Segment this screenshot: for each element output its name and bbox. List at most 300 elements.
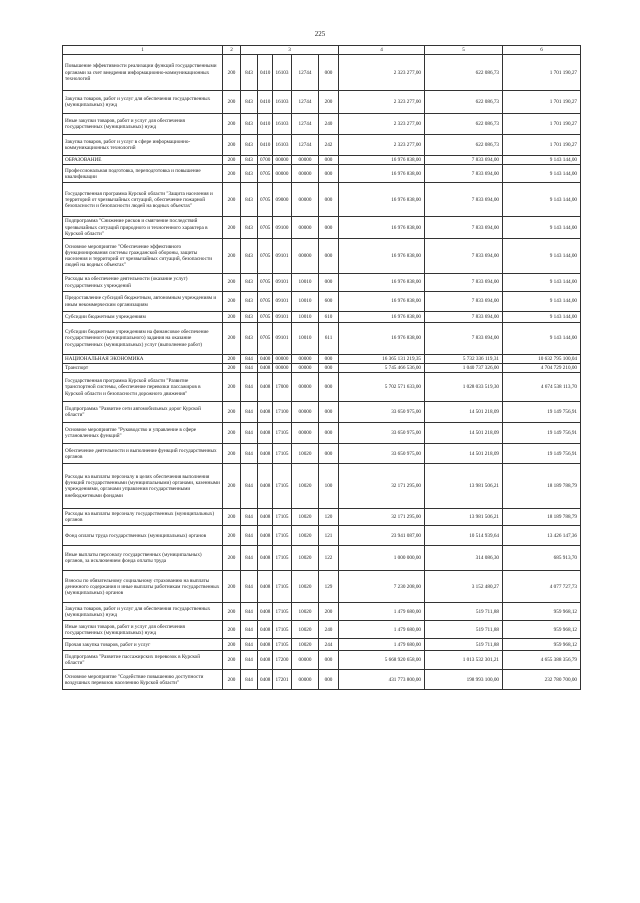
code-cell: 844 xyxy=(241,444,258,464)
amount-cell: 959 968,12 xyxy=(503,603,581,621)
row-name: Закупка товаров, работ и услуг для обеспечения государственных (муниципальных) нужд xyxy=(63,603,223,621)
code-cell: 10020 xyxy=(292,444,319,464)
table-header-row xyxy=(63,46,581,55)
table-row xyxy=(63,571,581,603)
code-cell: 09101 xyxy=(273,312,292,323)
code-cell: 200 xyxy=(223,312,241,323)
code-cell: 200 xyxy=(223,135,241,156)
amount-cell: 19 149 756,91 xyxy=(503,402,581,423)
amount-cell: 16 365 131 219,35 xyxy=(339,355,425,364)
code-cell: 0408 xyxy=(258,373,273,402)
code-cell: 17105 xyxy=(273,621,292,639)
code-cell: 200 xyxy=(223,621,241,639)
code-cell: 0408 xyxy=(258,509,273,526)
code-cell: 844 xyxy=(241,651,258,670)
table-row xyxy=(63,364,581,373)
row-name: Подпрограмма "Развитие сети автомобильных дорог Курской области" xyxy=(63,402,223,423)
amount-cell: 13 981 506,21 xyxy=(425,464,503,509)
code-cell: 0400 xyxy=(258,355,273,364)
table-row xyxy=(63,464,581,509)
code-cell: 240 xyxy=(319,114,339,135)
code-cell: 843 xyxy=(241,239,258,274)
amount-cell: 198 993 100,00 xyxy=(425,670,503,690)
table-row xyxy=(63,509,581,526)
code-cell: 200 xyxy=(223,373,241,402)
amount-cell: 33 650 975,00 xyxy=(339,402,425,423)
code-cell: 200 xyxy=(223,423,241,444)
table-row xyxy=(63,114,581,135)
amount-cell: 16 976 838,00 xyxy=(339,156,425,165)
table-row xyxy=(63,323,581,355)
code-cell: 17105 xyxy=(273,509,292,526)
amount-cell: 33 650 975,00 xyxy=(339,423,425,444)
code-cell: 0408 xyxy=(258,364,273,373)
code-cell: 844 xyxy=(241,423,258,444)
code-cell: 12744 xyxy=(292,55,319,91)
table-row xyxy=(63,639,581,651)
amount-cell: 5 668 920 658,00 xyxy=(339,651,425,670)
code-cell: 844 xyxy=(241,373,258,402)
table-row xyxy=(63,546,581,571)
code-cell: 000 xyxy=(319,165,339,183)
amount-cell: 14 501 218,09 xyxy=(425,423,503,444)
table-row xyxy=(63,217,581,239)
code-cell: 200 xyxy=(223,323,241,355)
code-cell: 122 xyxy=(319,546,339,571)
code-cell: 00000 xyxy=(292,217,319,239)
code-cell: 10020 xyxy=(292,526,319,546)
code-cell: 17000 xyxy=(273,373,292,402)
code-cell: 16103 xyxy=(273,114,292,135)
code-cell: 17105 xyxy=(273,639,292,651)
code-cell: 844 xyxy=(241,526,258,546)
code-cell: 843 xyxy=(241,55,258,91)
code-cell: 000 xyxy=(319,444,339,464)
code-cell: 0408 xyxy=(258,571,273,603)
code-cell: 00000 xyxy=(273,165,292,183)
row-name: ОБРАЗОВАНИЕ xyxy=(63,156,223,165)
code-cell: 200 xyxy=(223,509,241,526)
code-cell: 0408 xyxy=(258,621,273,639)
amount-cell: 10 514 939,64 xyxy=(425,526,503,546)
code-cell: 0705 xyxy=(258,274,273,292)
code-cell: 17105 xyxy=(273,423,292,444)
code-cell: 0705 xyxy=(258,165,273,183)
table-row xyxy=(63,603,581,621)
code-cell: 200 xyxy=(223,402,241,423)
code-cell: 000 xyxy=(319,217,339,239)
amount-cell: 1 013 532 301,21 xyxy=(425,651,503,670)
code-cell: 844 xyxy=(241,355,258,364)
code-cell: 10020 xyxy=(292,639,319,651)
code-cell: 0705 xyxy=(258,323,273,355)
code-cell: 16103 xyxy=(273,91,292,114)
code-cell: 10010 xyxy=(292,274,319,292)
amount-cell: 2 323 277,00 xyxy=(339,91,425,114)
row-name: Субсидии бюджетным учреждениям xyxy=(63,312,223,323)
row-name: Профессиональная подготовка, переподготовка и повышение квалификации xyxy=(63,165,223,183)
amount-cell: 685 913,70 xyxy=(503,546,581,571)
code-cell: 17100 xyxy=(273,402,292,423)
amount-cell: 1 028 033 519,30 xyxy=(425,373,503,402)
code-cell: 0408 xyxy=(258,464,273,509)
amount-cell: 314 086,30 xyxy=(425,546,503,571)
header-cell: 2 xyxy=(223,46,241,55)
table-row xyxy=(63,651,581,670)
code-cell: 844 xyxy=(241,621,258,639)
amount-cell: 9 143 144,00 xyxy=(503,183,581,217)
code-cell: 0410 xyxy=(258,114,273,135)
code-cell: 0408 xyxy=(258,639,273,651)
amount-cell: 32 171 295,00 xyxy=(339,464,425,509)
code-cell: 843 xyxy=(241,274,258,292)
code-cell: 17105 xyxy=(273,444,292,464)
code-cell: 0410 xyxy=(258,135,273,156)
header-cell: 4 xyxy=(339,46,425,55)
amount-cell: 18 189 788,79 xyxy=(503,464,581,509)
amount-cell: 5 732 336 119,31 xyxy=(425,355,503,364)
code-cell: 10020 xyxy=(292,509,319,526)
amount-cell: 2 323 277,00 xyxy=(339,55,425,91)
amount-cell: 16 976 838,00 xyxy=(339,183,425,217)
code-cell: 0705 xyxy=(258,183,273,217)
row-name: Фонд оплаты труда государственных (муниципальных) органов xyxy=(63,526,223,546)
code-cell: 843 xyxy=(241,165,258,183)
code-cell: 844 xyxy=(241,546,258,571)
code-cell: 200 xyxy=(223,603,241,621)
amount-cell: 7 833 694,00 xyxy=(425,274,503,292)
table-row xyxy=(63,183,581,217)
code-cell: 843 xyxy=(241,91,258,114)
amount-cell: 4 704 729 210,00 xyxy=(503,364,581,373)
amount-cell: 1 479 680,00 xyxy=(339,621,425,639)
code-cell: 10010 xyxy=(292,323,319,355)
code-cell: 0410 xyxy=(258,91,273,114)
amount-cell: 16 976 838,00 xyxy=(339,312,425,323)
table-row xyxy=(63,373,581,402)
amount-cell: 16 976 838,00 xyxy=(339,292,425,312)
code-cell: 0408 xyxy=(258,423,273,444)
table-row xyxy=(63,239,581,274)
code-cell: 10010 xyxy=(292,292,319,312)
code-cell: 000 xyxy=(319,651,339,670)
amount-cell: 18 189 788,79 xyxy=(503,509,581,526)
code-cell: 000 xyxy=(319,274,339,292)
amount-cell: 4 674 538 113,70 xyxy=(503,373,581,402)
code-cell: 844 xyxy=(241,509,258,526)
code-cell: 200 xyxy=(223,156,241,165)
code-cell: 09101 xyxy=(273,274,292,292)
code-cell: 200 xyxy=(223,355,241,364)
code-cell: 17105 xyxy=(273,526,292,546)
table-row xyxy=(63,621,581,639)
amount-cell: 19 149 756,91 xyxy=(503,423,581,444)
row-name: Взносы по обязательному социальному страхованию на выплаты денежного содержания и иные выплаты работникам государственных (муниципальных) органов xyxy=(63,571,223,603)
code-cell: 09101 xyxy=(273,239,292,274)
code-cell: 09100 xyxy=(273,217,292,239)
table-row xyxy=(63,312,581,323)
code-cell: 200 xyxy=(223,464,241,509)
code-cell: 0408 xyxy=(258,402,273,423)
row-name: Обеспечение деятельности и выполнение функций государственных органов xyxy=(63,444,223,464)
table-row xyxy=(63,355,581,364)
code-cell: 200 xyxy=(223,670,241,690)
row-name: Подпрограмма "Развитие пассажирских перевозок в Курской области" xyxy=(63,651,223,670)
code-cell: 200 xyxy=(223,364,241,373)
code-cell: 844 xyxy=(241,571,258,603)
code-cell: 200 xyxy=(223,55,241,91)
code-cell: 200 xyxy=(223,526,241,546)
code-cell: 844 xyxy=(241,639,258,651)
code-cell: 0410 xyxy=(258,55,273,91)
code-cell: 17200 xyxy=(273,651,292,670)
code-cell: 0705 xyxy=(258,312,273,323)
code-cell: 0408 xyxy=(258,651,273,670)
row-name: Повышение эффективности реализации функций государственными органами за счет внедрения информационно-коммуникационных технологий xyxy=(63,55,223,91)
amount-cell: 5 745 466 536,00 xyxy=(339,364,425,373)
row-name: Прочая закупка товаров, работ и услуг xyxy=(63,639,223,651)
code-cell: 843 xyxy=(241,156,258,165)
code-cell: 200 xyxy=(223,444,241,464)
row-name: Основное мероприятие "Руководство и управление в сфере установленных функций" xyxy=(63,423,223,444)
code-cell: 10020 xyxy=(292,603,319,621)
amount-cell: 14 501 218,09 xyxy=(425,402,503,423)
code-cell: 09101 xyxy=(273,323,292,355)
amount-cell: 431 773 800,00 xyxy=(339,670,425,690)
code-cell: 844 xyxy=(241,464,258,509)
row-name: Государственная программа Курской области "Защита населения и территорий от чрезвычайных ситуаций, обеспечение пожарной безопасности и безопасности людей на водных объектах" xyxy=(63,183,223,217)
code-cell: 200 xyxy=(319,603,339,621)
table-row xyxy=(63,274,581,292)
amount-cell: 622 086,73 xyxy=(425,135,503,156)
amount-cell: 9 143 144,00 xyxy=(503,312,581,323)
amount-cell: 1 479 680,00 xyxy=(339,639,425,651)
code-cell: 844 xyxy=(241,364,258,373)
amount-cell: 1 701 190,27 xyxy=(503,135,581,156)
row-name: Расходы на выплаты персоналу в целях обеспечения выполнения функций государственными (муниципальными) органами, казенными учреждениями, органами управления государственными внебюджетными фондами xyxy=(63,464,223,509)
amount-cell: 23 941 087,00 xyxy=(339,526,425,546)
row-name: Государственная программа Курской области "Развитие транспортной системы, обеспечение перевозки пассажиров в Курской области и безопасности дорожного движения" xyxy=(63,373,223,402)
table-row xyxy=(63,91,581,114)
code-cell: 17105 xyxy=(273,603,292,621)
code-cell: 00000 xyxy=(292,670,319,690)
code-cell: 0700 xyxy=(258,156,273,165)
code-cell: 843 xyxy=(241,292,258,312)
row-name: Основное мероприятие "Содействие повышению доступности воздушных перевозок населению Курской области" xyxy=(63,670,223,690)
amount-cell: 7 833 694,00 xyxy=(425,312,503,323)
amount-cell: 4 655 388 356,79 xyxy=(503,651,581,670)
amount-cell: 1 701 190,27 xyxy=(503,114,581,135)
amount-cell: 9 143 144,00 xyxy=(503,156,581,165)
code-cell: 000 xyxy=(319,423,339,444)
amount-cell: 7 833 694,00 xyxy=(425,239,503,274)
amount-cell: 9 143 144,00 xyxy=(503,323,581,355)
code-cell: 843 xyxy=(241,217,258,239)
amount-cell: 16 976 838,00 xyxy=(339,274,425,292)
amount-cell: 9 143 144,00 xyxy=(503,165,581,183)
code-cell: 200 xyxy=(223,239,241,274)
code-cell: 240 xyxy=(319,621,339,639)
code-cell: 843 xyxy=(241,323,258,355)
code-cell: 00000 xyxy=(292,183,319,217)
code-cell: 0408 xyxy=(258,526,273,546)
amount-cell: 7 833 694,00 xyxy=(425,292,503,312)
code-cell: 600 xyxy=(319,292,339,312)
table-row xyxy=(63,55,581,91)
code-cell: 129 xyxy=(319,571,339,603)
code-cell: 0408 xyxy=(258,603,273,621)
code-cell: 17201 xyxy=(273,670,292,690)
code-cell: 000 xyxy=(319,156,339,165)
code-cell: 200 xyxy=(223,651,241,670)
amount-cell: 7 833 694,00 xyxy=(425,323,503,355)
row-name: Иные выплаты персоналу государственных (муниципальных) органов, за исключением фонда оплаты труда xyxy=(63,546,223,571)
table-row xyxy=(63,526,581,546)
row-name: Расходы на обеспечение деятельности (оказание услуг) государственных учреждений xyxy=(63,274,223,292)
code-cell: 100 xyxy=(319,464,339,509)
table-row xyxy=(63,165,581,183)
amount-cell: 519 711,88 xyxy=(425,603,503,621)
code-cell: 00000 xyxy=(292,239,319,274)
code-cell: 843 xyxy=(241,114,258,135)
table-row xyxy=(63,423,581,444)
code-cell: 611 xyxy=(319,323,339,355)
amount-cell: 7 833 694,00 xyxy=(425,156,503,165)
code-cell: 16103 xyxy=(273,55,292,91)
code-cell: 200 xyxy=(223,292,241,312)
code-cell: 000 xyxy=(319,373,339,402)
amount-cell: 1 701 190,27 xyxy=(503,55,581,91)
code-cell: 844 xyxy=(241,603,258,621)
code-cell: 10010 xyxy=(292,312,319,323)
code-cell: 200 xyxy=(223,183,241,217)
code-cell: 00000 xyxy=(292,165,319,183)
amount-cell: 7 833 694,00 xyxy=(425,217,503,239)
code-cell: 200 xyxy=(223,274,241,292)
code-cell: 200 xyxy=(223,114,241,135)
header-cell: 5 xyxy=(425,46,503,55)
amount-cell: 7 833 694,00 xyxy=(425,183,503,217)
header-cell: 1 xyxy=(63,46,223,55)
code-cell: 200 xyxy=(223,571,241,603)
amount-cell: 3 152 480,27 xyxy=(425,571,503,603)
code-cell: 10020 xyxy=(292,464,319,509)
code-cell: 843 xyxy=(241,183,258,217)
row-name: Закупка товаров, работ и услуг в сфере информационно-коммуникационных технологий xyxy=(63,135,223,156)
code-cell: 00000 xyxy=(273,355,292,364)
code-cell: 200 xyxy=(319,91,339,114)
code-cell: 00000 xyxy=(292,373,319,402)
code-cell: 00000 xyxy=(292,651,319,670)
amount-cell: 2 323 277,00 xyxy=(339,114,425,135)
amount-cell: 19 149 756,91 xyxy=(503,444,581,464)
code-cell: 17105 xyxy=(273,546,292,571)
code-cell: 00000 xyxy=(292,364,319,373)
amount-cell: 32 171 295,00 xyxy=(339,509,425,526)
amount-cell: 4 077 727,73 xyxy=(503,571,581,603)
code-cell: 200 xyxy=(223,165,241,183)
code-cell: 0705 xyxy=(258,292,273,312)
code-cell: 0408 xyxy=(258,444,273,464)
code-cell: 16103 xyxy=(273,135,292,156)
code-cell: 00000 xyxy=(292,402,319,423)
code-cell: 843 xyxy=(241,135,258,156)
code-cell: 200 xyxy=(223,546,241,571)
code-cell: 10020 xyxy=(292,571,319,603)
amount-cell: 16 976 838,00 xyxy=(339,239,425,274)
row-name: НАЦИОНАЛЬНАЯ ЭКОНОМИКА xyxy=(63,355,223,364)
amount-cell: 16 976 838,00 xyxy=(339,323,425,355)
page-number: 225 xyxy=(314,30,326,38)
code-cell: 844 xyxy=(241,402,258,423)
table-row xyxy=(63,670,581,690)
code-cell: 000 xyxy=(319,55,339,91)
amount-cell: 9 143 144,00 xyxy=(503,292,581,312)
table-row xyxy=(63,135,581,156)
amount-cell: 14 501 218,09 xyxy=(425,444,503,464)
code-cell: 0705 xyxy=(258,217,273,239)
code-cell: 00000 xyxy=(292,156,319,165)
amount-cell: 13 426 147,36 xyxy=(503,526,581,546)
amount-cell: 9 143 144,00 xyxy=(503,239,581,274)
table-row xyxy=(63,156,581,165)
code-cell: 200 xyxy=(223,91,241,114)
code-cell: 17105 xyxy=(273,571,292,603)
amount-cell: 959 968,12 xyxy=(503,621,581,639)
row-name: Предоставление субсидий бюджетным, автономным учреждениям и иным некоммерческим организациям xyxy=(63,292,223,312)
code-cell: 610 xyxy=(319,312,339,323)
code-cell: 09101 xyxy=(273,292,292,312)
budget-table xyxy=(62,45,581,690)
code-cell: 12744 xyxy=(292,135,319,156)
amount-cell: 7 230 208,00 xyxy=(339,571,425,603)
amount-cell: 232 780 700,00 xyxy=(503,670,581,690)
code-cell: 00000 xyxy=(273,156,292,165)
amount-cell: 1 040 737 326,00 xyxy=(425,364,503,373)
code-cell: 244 xyxy=(319,639,339,651)
code-cell: 09000 xyxy=(273,183,292,217)
amount-cell: 622 086,73 xyxy=(425,114,503,135)
amount-cell: 33 650 975,00 xyxy=(339,444,425,464)
amount-cell: 16 976 838,00 xyxy=(339,165,425,183)
code-cell: 10020 xyxy=(292,546,319,571)
row-name: Субсидии бюджетным учреждениям на финансовое обеспечение государственного (муниципального) задания на оказание государственных (муниципальных) услуг (выполнение работ) xyxy=(63,323,223,355)
amount-cell: 16 976 838,00 xyxy=(339,217,425,239)
code-cell: 12744 xyxy=(292,91,319,114)
table-row xyxy=(63,402,581,423)
row-name: Основное мероприятие "Обеспечение эффективного функционирования системы гражданской обороны, защиты населения и территорий от чрезвычайных ситуаций, безопасности людей на водных объектах" xyxy=(63,239,223,274)
code-cell: 844 xyxy=(241,670,258,690)
code-cell: 000 xyxy=(319,183,339,217)
header-cell: 6 xyxy=(503,46,581,55)
amount-cell: 1 000 000,00 xyxy=(339,546,425,571)
amount-cell: 519 711,88 xyxy=(425,639,503,651)
table-row xyxy=(63,444,581,464)
code-cell: 12744 xyxy=(292,114,319,135)
code-cell: 843 xyxy=(241,312,258,323)
header-cell: 3 xyxy=(241,46,339,55)
amount-cell: 5 702 571 633,00 xyxy=(339,373,425,402)
amount-cell: 622 086,73 xyxy=(425,55,503,91)
amount-cell: 519 711,88 xyxy=(425,621,503,639)
code-cell: 200 xyxy=(223,217,241,239)
table-row xyxy=(63,292,581,312)
code-cell: 0408 xyxy=(258,546,273,571)
amount-cell: 10 632 795 100,04 xyxy=(503,355,581,364)
amount-cell: 13 981 506,21 xyxy=(425,509,503,526)
amount-cell: 959 968,12 xyxy=(503,639,581,651)
row-name: Расходы на выплаты персоналу государственных (муниципальных) органов xyxy=(63,509,223,526)
